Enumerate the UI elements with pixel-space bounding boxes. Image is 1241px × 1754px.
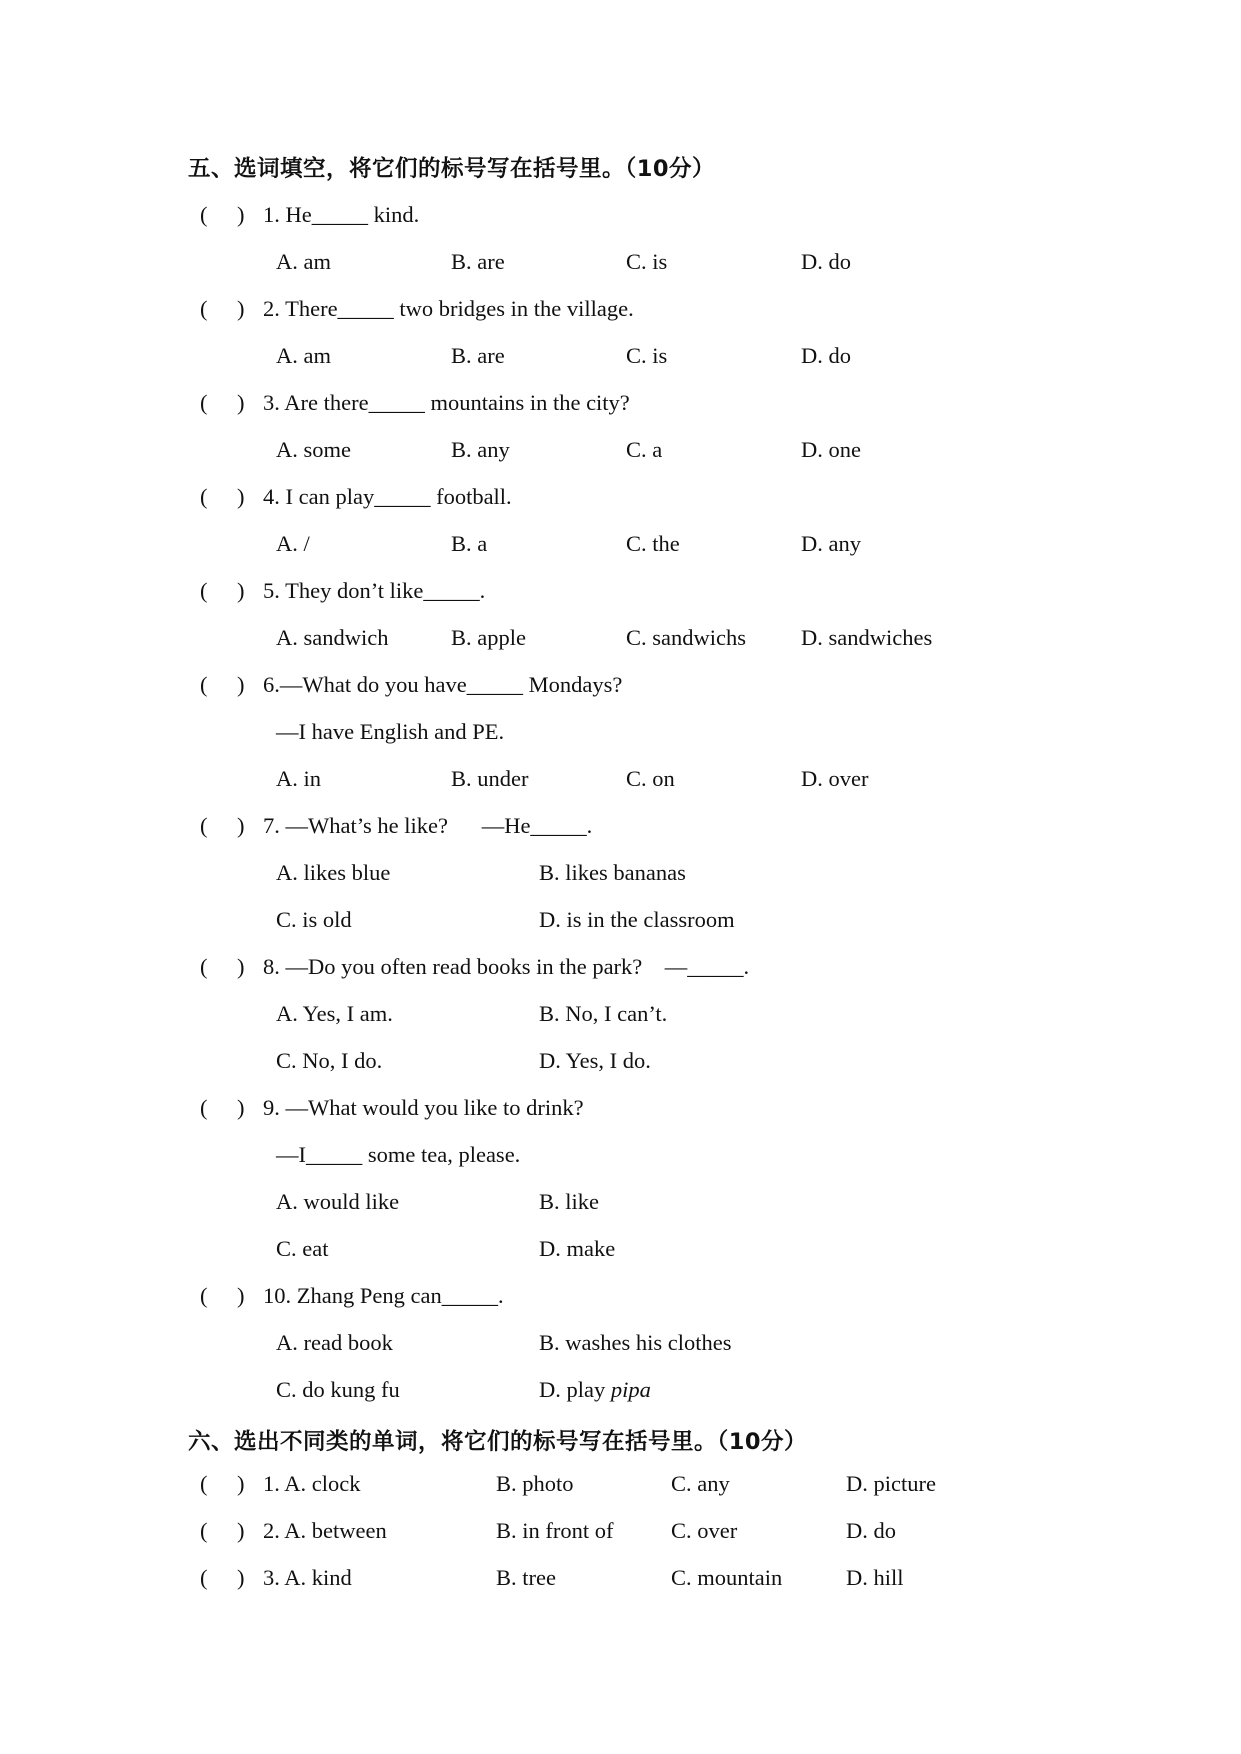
option-d bbox=[539, 1377, 651, 1403]
option-d-italic: pipa bbox=[610, 1377, 651, 1402]
answer-paren-close: ) bbox=[237, 578, 245, 603]
option-b: B. likes bananas bbox=[539, 860, 686, 885]
answer-paren-open: ( bbox=[200, 1518, 208, 1543]
option-c: C. over bbox=[671, 1518, 738, 1543]
option-d: D. any bbox=[801, 531, 861, 556]
option-c: C. the bbox=[626, 531, 680, 556]
option-c: C. is bbox=[626, 343, 668, 368]
question-text: 8. —Do you often read books in the park? —_____. bbox=[263, 954, 750, 979]
option-a: A. am bbox=[276, 343, 331, 368]
question-text-line2: —I_____ some tea, please. bbox=[276, 1142, 521, 1167]
option-b: B. tree bbox=[496, 1565, 556, 1590]
option-b: B. No, I can’t. bbox=[539, 1001, 668, 1026]
option-b: B. in front of bbox=[496, 1518, 614, 1543]
option-b: B. any bbox=[451, 437, 510, 462]
question-text: 3. Are there_____ mountains in the city? bbox=[263, 390, 630, 415]
answer-paren-close: ) bbox=[237, 954, 245, 979]
answer-paren-close: ) bbox=[237, 1095, 245, 1120]
option-a: 2. A. between bbox=[263, 1518, 387, 1543]
option-c: C. on bbox=[626, 766, 675, 791]
answer-paren-open: ( bbox=[200, 296, 208, 321]
answer-paren-close: ) bbox=[237, 484, 245, 509]
option-a: A. Yes, I am. bbox=[276, 1001, 393, 1026]
answer-paren-open: ( bbox=[200, 813, 208, 838]
answer-paren-open: ( bbox=[200, 202, 208, 227]
option-d: D. picture bbox=[846, 1471, 936, 1496]
question-text: 7. —What’s he like? —He_____. bbox=[263, 813, 593, 838]
option-a: A. am bbox=[276, 249, 331, 274]
answer-paren-close: ) bbox=[237, 202, 245, 227]
option-d-prefix: D. play bbox=[539, 1377, 611, 1402]
answer-paren-open: ( bbox=[200, 578, 208, 603]
option-a: 3. A. kind bbox=[263, 1565, 352, 1590]
option-b: B. are bbox=[451, 249, 505, 274]
answer-paren-close: ) bbox=[237, 1471, 245, 1496]
option-c: C. any bbox=[671, 1471, 730, 1496]
answer-paren-close: ) bbox=[237, 1565, 245, 1590]
option-d: D. make bbox=[539, 1236, 616, 1261]
option-c: C. a bbox=[626, 437, 663, 462]
option-c: C. No, I do. bbox=[276, 1048, 383, 1073]
answer-paren-open: ( bbox=[200, 1095, 208, 1120]
answer-paren-close: ) bbox=[237, 813, 245, 838]
option-a: A. / bbox=[276, 531, 310, 556]
option-c: C. is bbox=[626, 249, 668, 274]
section6-heading: 六、选出不同类的单词，将它们的标号写在括号里。（10分） bbox=[188, 1429, 808, 1455]
option-b: B. photo bbox=[496, 1471, 574, 1496]
option-b: B. washes his clothes bbox=[539, 1330, 732, 1355]
answer-paren-open: ( bbox=[200, 484, 208, 509]
option-c: C. mountain bbox=[671, 1565, 783, 1590]
answer-paren-open: ( bbox=[200, 672, 208, 697]
option-d: D. do bbox=[846, 1518, 896, 1543]
option-c: C. do kung fu bbox=[276, 1377, 400, 1402]
option-c: C. eat bbox=[276, 1236, 329, 1261]
option-a: A. in bbox=[276, 766, 321, 791]
option-a: A. likes blue bbox=[276, 860, 391, 885]
question-text: 2. There_____ two bridges in the village. bbox=[263, 296, 634, 321]
answer-paren-close: ) bbox=[237, 1283, 245, 1308]
option-d: D. sandwiches bbox=[801, 625, 933, 650]
option-b: B. like bbox=[539, 1189, 599, 1214]
answer-paren-open: ( bbox=[200, 390, 208, 415]
section5-heading: 五、选词填空，将它们的标号写在括号里。（10分） bbox=[188, 156, 716, 182]
question-text: 9. —What would you like to drink? bbox=[263, 1095, 584, 1120]
option-a: 1. A. clock bbox=[263, 1471, 361, 1496]
option-d: D. Yes, I do. bbox=[539, 1048, 651, 1073]
option-d: D. hill bbox=[846, 1565, 904, 1590]
option-a: A. sandwich bbox=[276, 625, 389, 650]
question-text: 6.—What do you have_____ Mondays? bbox=[263, 672, 623, 697]
option-b: B. a bbox=[451, 531, 488, 556]
option-d: D. do bbox=[801, 249, 851, 274]
option-b: B. apple bbox=[451, 625, 526, 650]
option-d: D. one bbox=[801, 437, 861, 462]
option-c: C. sandwichs bbox=[626, 625, 746, 650]
option-d: D. over bbox=[801, 766, 869, 791]
option-b: B. are bbox=[451, 343, 505, 368]
answer-paren-open: ( bbox=[200, 1283, 208, 1308]
question-text: 10. Zhang Peng can_____. bbox=[263, 1283, 504, 1308]
answer-paren-open: ( bbox=[200, 1471, 208, 1496]
answer-paren-open: ( bbox=[200, 954, 208, 979]
option-b: B. under bbox=[451, 766, 529, 791]
answer-paren-close: ) bbox=[237, 296, 245, 321]
question-text: 4. I can play_____ football. bbox=[263, 484, 512, 509]
answer-paren-close: ) bbox=[237, 390, 245, 415]
option-d: D. do bbox=[801, 343, 851, 368]
question-text: 1. He_____ kind. bbox=[263, 202, 420, 227]
option-d: D. is in the classroom bbox=[539, 907, 735, 932]
option-a: A. would like bbox=[276, 1189, 400, 1214]
answer-paren-close: ) bbox=[237, 1518, 245, 1543]
option-a: A. read book bbox=[276, 1330, 393, 1355]
option-c: C. is old bbox=[276, 907, 352, 932]
option-a: A. some bbox=[276, 437, 351, 462]
question-text-line2: —I have English and PE. bbox=[276, 719, 505, 744]
question-text: 5. They don’t like_____. bbox=[263, 578, 486, 603]
answer-paren-open: ( bbox=[200, 1565, 208, 1590]
answer-paren-close: ) bbox=[237, 672, 245, 697]
